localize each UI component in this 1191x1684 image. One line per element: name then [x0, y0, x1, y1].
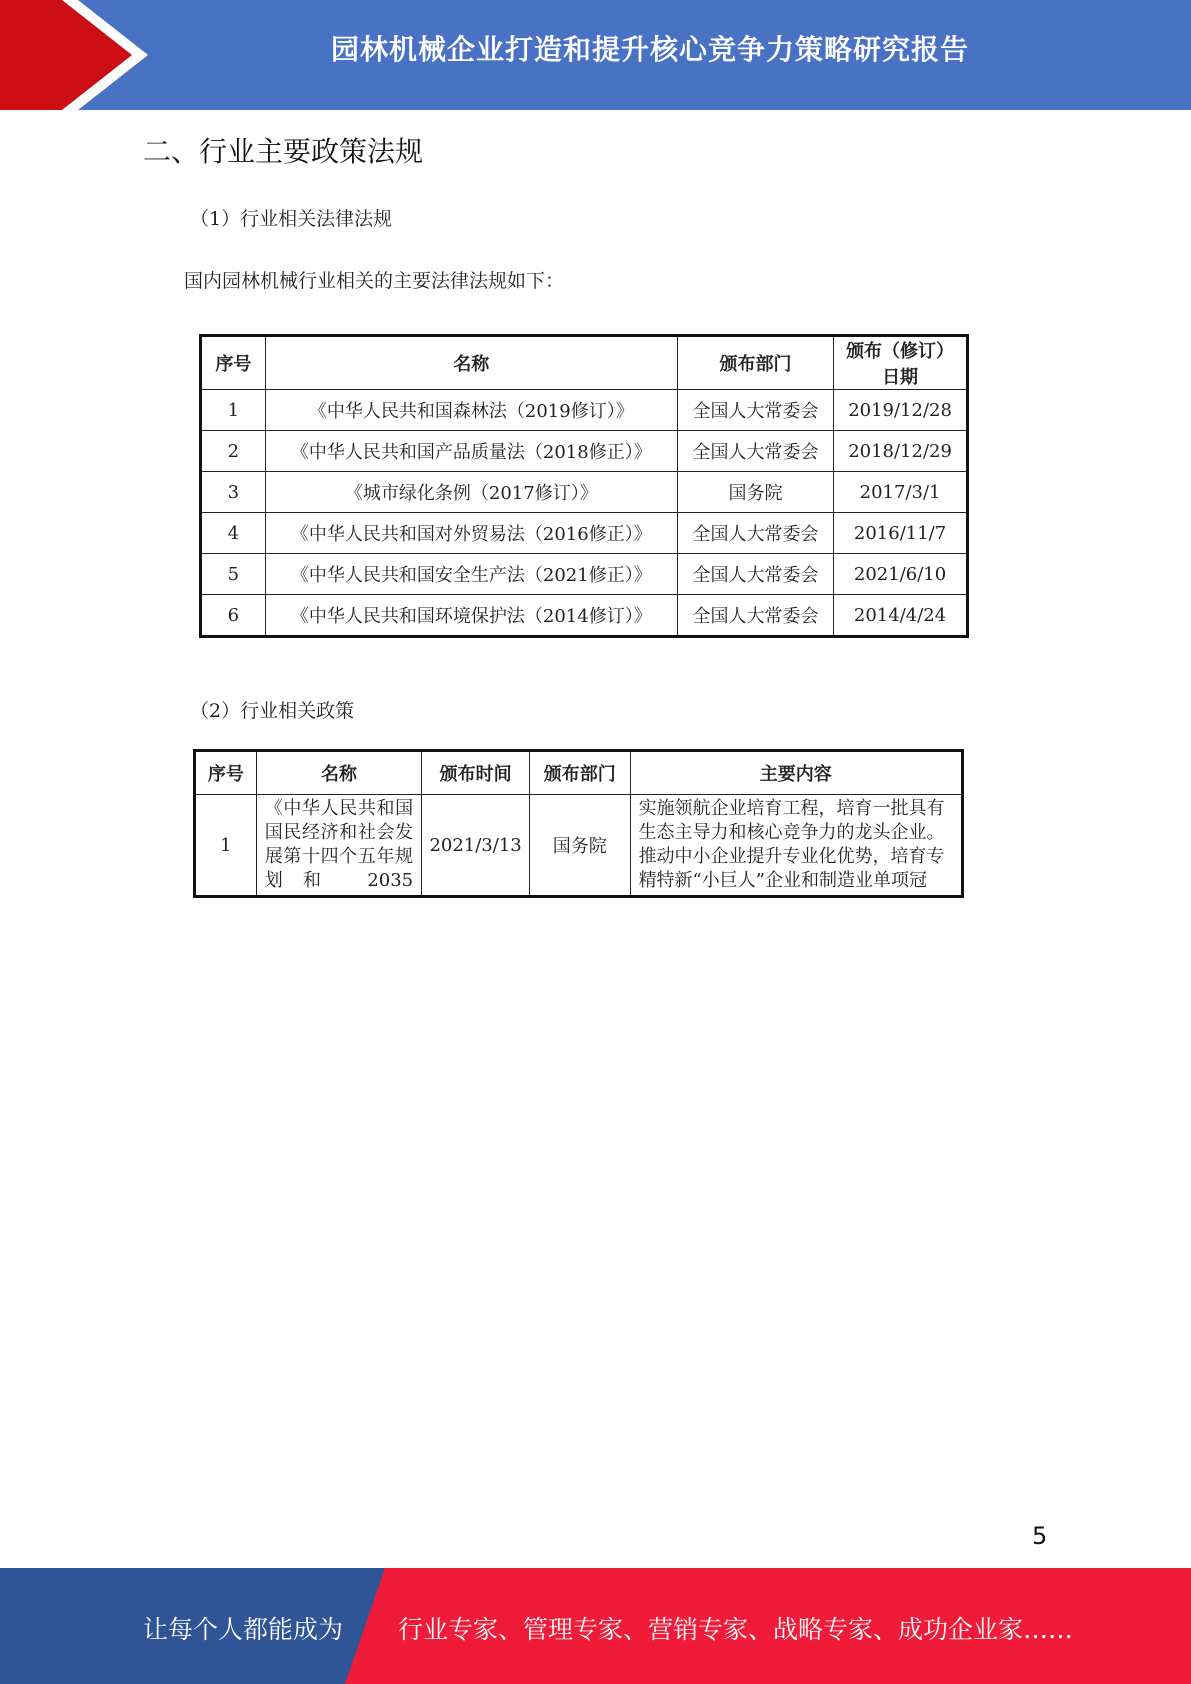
- row-dept: 全国人大常委会: [677, 595, 833, 637]
- table-row: [201, 595, 968, 637]
- row-no: 4: [201, 513, 266, 554]
- header-name: 名称: [265, 336, 677, 390]
- header-date-line1: 颁布（修订）: [846, 341, 955, 362]
- row-date: 2014/4/24: [834, 595, 968, 637]
- row-name: 《中华人民共和国国民经济和社会发展第十四个五年规划和 2035: [264, 798, 414, 891]
- table-row: [201, 554, 968, 595]
- header-dept: 颁布部门: [677, 336, 833, 390]
- row-name: 《城市绿化条例（2017修订）》: [265, 472, 677, 513]
- row-date: 2017/3/1: [834, 472, 968, 513]
- row-date: 2018/12/29: [834, 431, 968, 472]
- page-number: 5: [1032, 1522, 1048, 1550]
- subsection-policies-title: （2）行业相关政策: [190, 700, 355, 722]
- header-name: 名称: [256, 751, 421, 795]
- laws-table-header-row: [201, 336, 968, 390]
- table-row: [201, 472, 968, 513]
- row-no: 6: [201, 595, 266, 637]
- row-dept: 全国人大常委会: [677, 431, 833, 472]
- row-name: 《中华人民共和国环境保护法（2014修订）》: [265, 595, 677, 637]
- row-dept: 全国人大常委会: [677, 513, 833, 554]
- section-title: 二、行业主要政策法规: [143, 135, 424, 168]
- row-no: 2: [201, 431, 266, 472]
- header-dept: 颁布部门: [530, 751, 631, 795]
- row-content: 实施领航企业培育工程，培育一批具有生态主导力和核心竞争力的龙头企业。推动中小企业提升专业化优势，培育专精特新“小巨人”企业和制造业单项冠: [638, 798, 945, 891]
- table-row: [201, 390, 968, 431]
- row-no: 3: [201, 472, 266, 513]
- row-name: 《中华人民共和国产品质量法（2018修正）》: [265, 431, 677, 472]
- row-dept: 全国人大常委会: [677, 390, 833, 431]
- row-date: 2021/6/10: [834, 554, 968, 595]
- row-date: 2019/12/28: [834, 390, 968, 431]
- header-no: 序号: [201, 336, 266, 390]
- row-dept: 国务院: [677, 472, 833, 513]
- row-date: 2016/11/7: [834, 513, 968, 554]
- subsection-laws-title: （1）行业相关法律法规: [190, 208, 393, 230]
- header-content: 主要内容: [630, 751, 962, 795]
- page-header: [0, 0, 1191, 110]
- row-no: 1: [195, 795, 257, 897]
- row-name: 《中华人民共和国对外贸易法（2016修正）》: [265, 513, 677, 554]
- policies-table-header-row: [195, 751, 963, 795]
- header-date-line2: 日期: [882, 367, 919, 388]
- header-date: [834, 336, 968, 390]
- row-dept: 全国人大常委会: [677, 554, 833, 595]
- row-name: 《中华人民共和国森林法（2019修订）》: [265, 390, 677, 431]
- table-row: [201, 513, 968, 554]
- header-no: 序号: [195, 751, 257, 795]
- page-footer: [0, 1568, 1191, 1684]
- header-date: 颁布时间: [422, 751, 530, 795]
- footer-slogan-left: 让每个人都能成为: [143, 1615, 344, 1644]
- row-name-cell: [256, 795, 421, 897]
- footer-slogan-right: 行业专家、管理专家、营销专家、战略专家、成功企业家……: [398, 1615, 1074, 1644]
- table-row: [201, 431, 968, 472]
- laws-table: [199, 334, 969, 638]
- row-date: 2021/3/13: [422, 795, 530, 897]
- row-name: 《中华人民共和国安全生产法（2021修正）》: [265, 554, 677, 595]
- row-no: 1: [201, 390, 266, 431]
- table-row: [195, 795, 963, 897]
- row-content-cell: [630, 795, 962, 897]
- report-title: 园林机械企业打造和提升核心竞争力策略研究报告: [330, 33, 969, 66]
- row-no: 5: [201, 554, 266, 595]
- policies-table: [193, 749, 964, 898]
- laws-intro-text: 国内园林机械行业相关的主要法律法规如下：: [184, 270, 565, 292]
- row-dept: 国务院: [530, 795, 631, 897]
